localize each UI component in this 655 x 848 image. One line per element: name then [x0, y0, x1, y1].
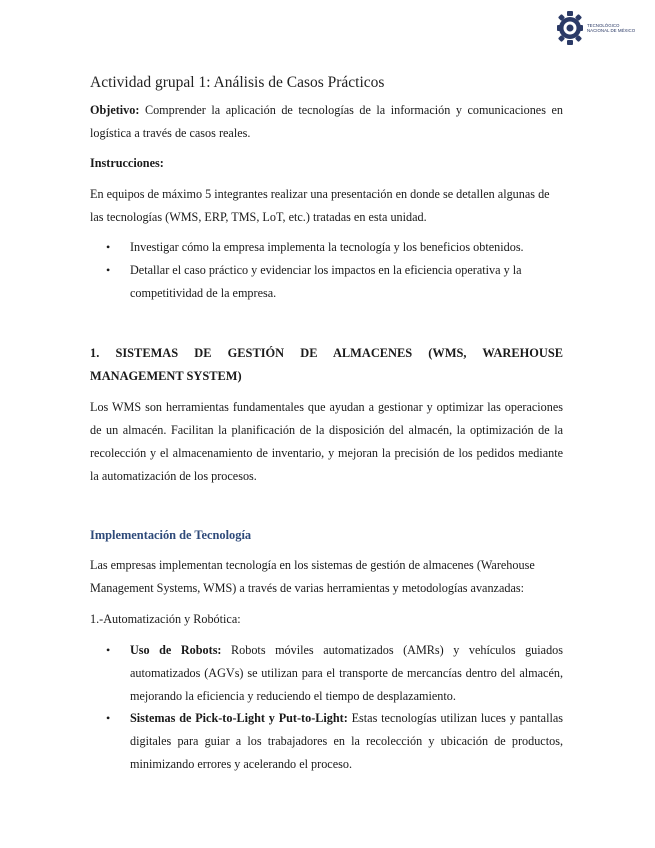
gear-seal-icon: [556, 10, 584, 46]
instructions-label: Instrucciones:: [90, 156, 164, 170]
objective-label: Objetivo:: [90, 103, 140, 117]
logo-line-1: TECNOLÓGICO: [587, 23, 620, 28]
bullet-label: Sistemas de Pick-to-Light y Put-to-Light:: [130, 711, 348, 725]
wms-description: Los WMS son herramientas fundamentales que ayudan a gestionar y optimizar las operaciones de un almacén. Facilitan la planificación de la disposición del almacén, la optimización de la recolección y el almacenamiento de inventario, y mejoran la precisión de los pedidos mediante la automatización de los procesos.: [90, 400, 563, 483]
bullet-text: Robots móviles automatizados (AMRs) y vehículos guiados automatizados (AGVs) se utilizan para el transporte de mercancías dentro del almacén, mejorando la eficiencia y reduciendo el tiempo de desplazamiento.: [130, 643, 564, 703]
section-heading-wms: [90, 342, 563, 388]
logo-line-2: NACIONAL DE MÉXICO: [587, 28, 636, 33]
section-heading-line-1: 1. SISTEMAS DE GESTIÓN DE ALMACENES (WMS, WAREHOUSE: [90, 346, 563, 360]
instructions-text: En equipos de máximo 5 integrantes realizar una presentación en donde se detallen algunas de las tecnologías (WMS, ERP, TMS, LoT, etc.) tratadas en esta unidad.: [90, 187, 550, 224]
bullet-text: Estas tecnologías utilizan luces y pantallas digitales para guiar a los trabajadores en la recolección y ubicación de productos, minimizando errores y acelerando el proceso.: [130, 711, 563, 771]
objective-text: Comprender la aplicación de tecnologías de la información y comunicaciones en logística a través de casos reales.: [90, 103, 563, 140]
implementation-subheading: Implementación de Tecnología: [90, 528, 252, 542]
list-item: • Detallar el caso práctico y evidenciar los impactos en la eficiencia operativa y la competitividad de la empresa.: [130, 259, 563, 305]
tecnm-logo: [556, 8, 636, 48]
bullet-label: Uso de Robots:: [130, 643, 222, 657]
document-title: Actividad grupal 1: Análisis de Casos Prácticos: [90, 74, 385, 91]
logo-text: [587, 23, 635, 33]
list-item: [130, 639, 563, 708]
list-item: • Investigar cómo la empresa implementa la tecnología y los beneficios obtenidos.: [130, 236, 563, 259]
automation-label: 1.-Automatización y Robótica:: [90, 612, 241, 626]
implementation-text: Las empresas implementan tecnología en los sistemas de gestión de almacenes (Warehouse Management Systems, WMS) a través de varias herramientas y metodologías avanzadas:: [90, 558, 535, 595]
section-heading-line-2: MANAGEMENT SYSTEM): [90, 369, 242, 383]
list-item: [130, 707, 563, 776]
objective-paragraph: [90, 99, 563, 145]
